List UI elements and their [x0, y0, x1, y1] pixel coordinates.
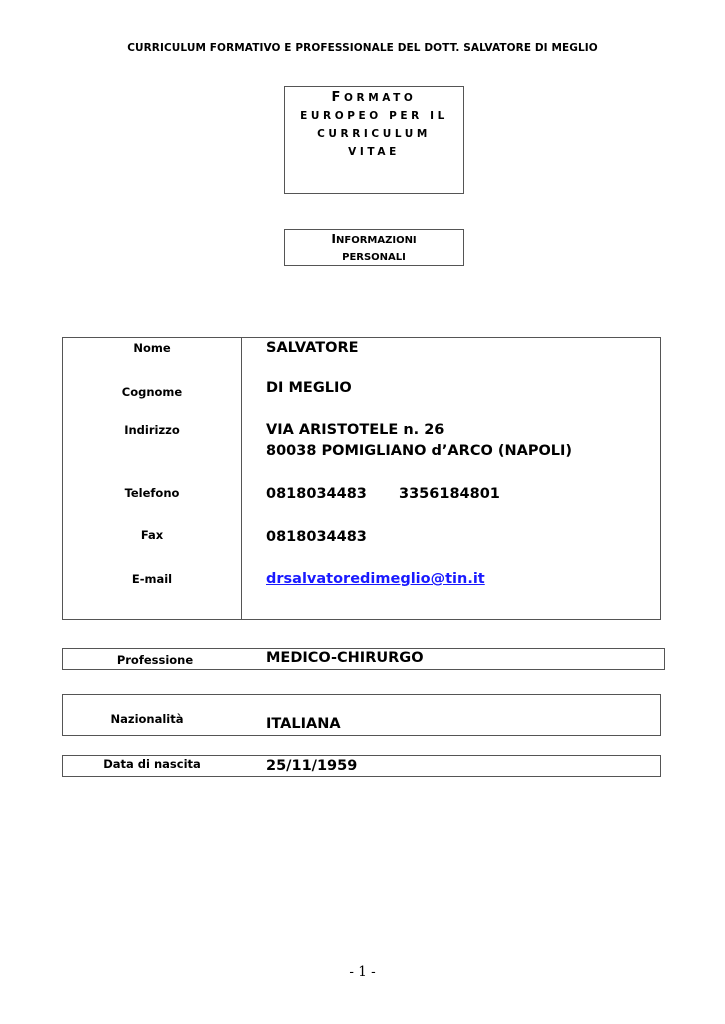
- telefono-label: Telefono: [124, 486, 180, 500]
- nascita-value: 25/11/1959: [266, 758, 358, 774]
- page-number: - 1 -: [349, 964, 376, 980]
- indirizzo-line1: VIA ARISTOTELE n. 26: [266, 422, 445, 438]
- nascita-label: Data di nascita: [103, 757, 201, 771]
- nome-label: Nome: [133, 341, 171, 355]
- fax-label: Fax: [140, 528, 164, 542]
- document-header: CURRICULUM FORMATIVO E PROFESSIONALE DEL DOTT. SALVATORE DI MEGLIO: [127, 42, 598, 54]
- telefono-value-1: 0818034483: [266, 486, 367, 502]
- info-initial: I: [331, 231, 336, 246]
- informazioni-personali-box: [284, 229, 464, 266]
- email-value: [266, 571, 485, 587]
- nazionalita-label: Nazionalità: [110, 712, 184, 726]
- formato-line2: EUROPEO PER IL: [300, 110, 448, 122]
- cognome-value: DI MEGLIO: [266, 380, 352, 396]
- formato-line3: CURRICULUM: [317, 128, 431, 140]
- formato-europeo-box: [284, 86, 464, 194]
- indirizzo-label: Indirizzo: [124, 423, 180, 437]
- info-line1: NFORMAZIONI: [336, 235, 417, 246]
- email-link[interactable]: drsalvatoredimeglio@tin.it: [266, 571, 485, 587]
- nazionalita-value: ITALIANA: [266, 716, 341, 732]
- nome-value: SALVATORE: [266, 340, 359, 356]
- info-line2: PERSONALI: [342, 252, 406, 263]
- professione-label: Professione: [116, 653, 194, 667]
- formato-line1: ORMATO: [344, 92, 417, 104]
- formato-line4: VITAE: [348, 146, 400, 158]
- professione-value: MEDICO-CHIRURGO: [266, 650, 424, 666]
- telefono-value-2: 3356184801: [399, 486, 500, 502]
- fax-value: 0818034483: [266, 529, 367, 545]
- cognome-label: Cognome: [121, 385, 183, 399]
- email-label: E-mail: [131, 572, 173, 586]
- formato-initial: F: [331, 90, 344, 105]
- indirizzo-line2: 80038 POMIGLIANO d’ARCO (NAPOLI): [266, 443, 573, 459]
